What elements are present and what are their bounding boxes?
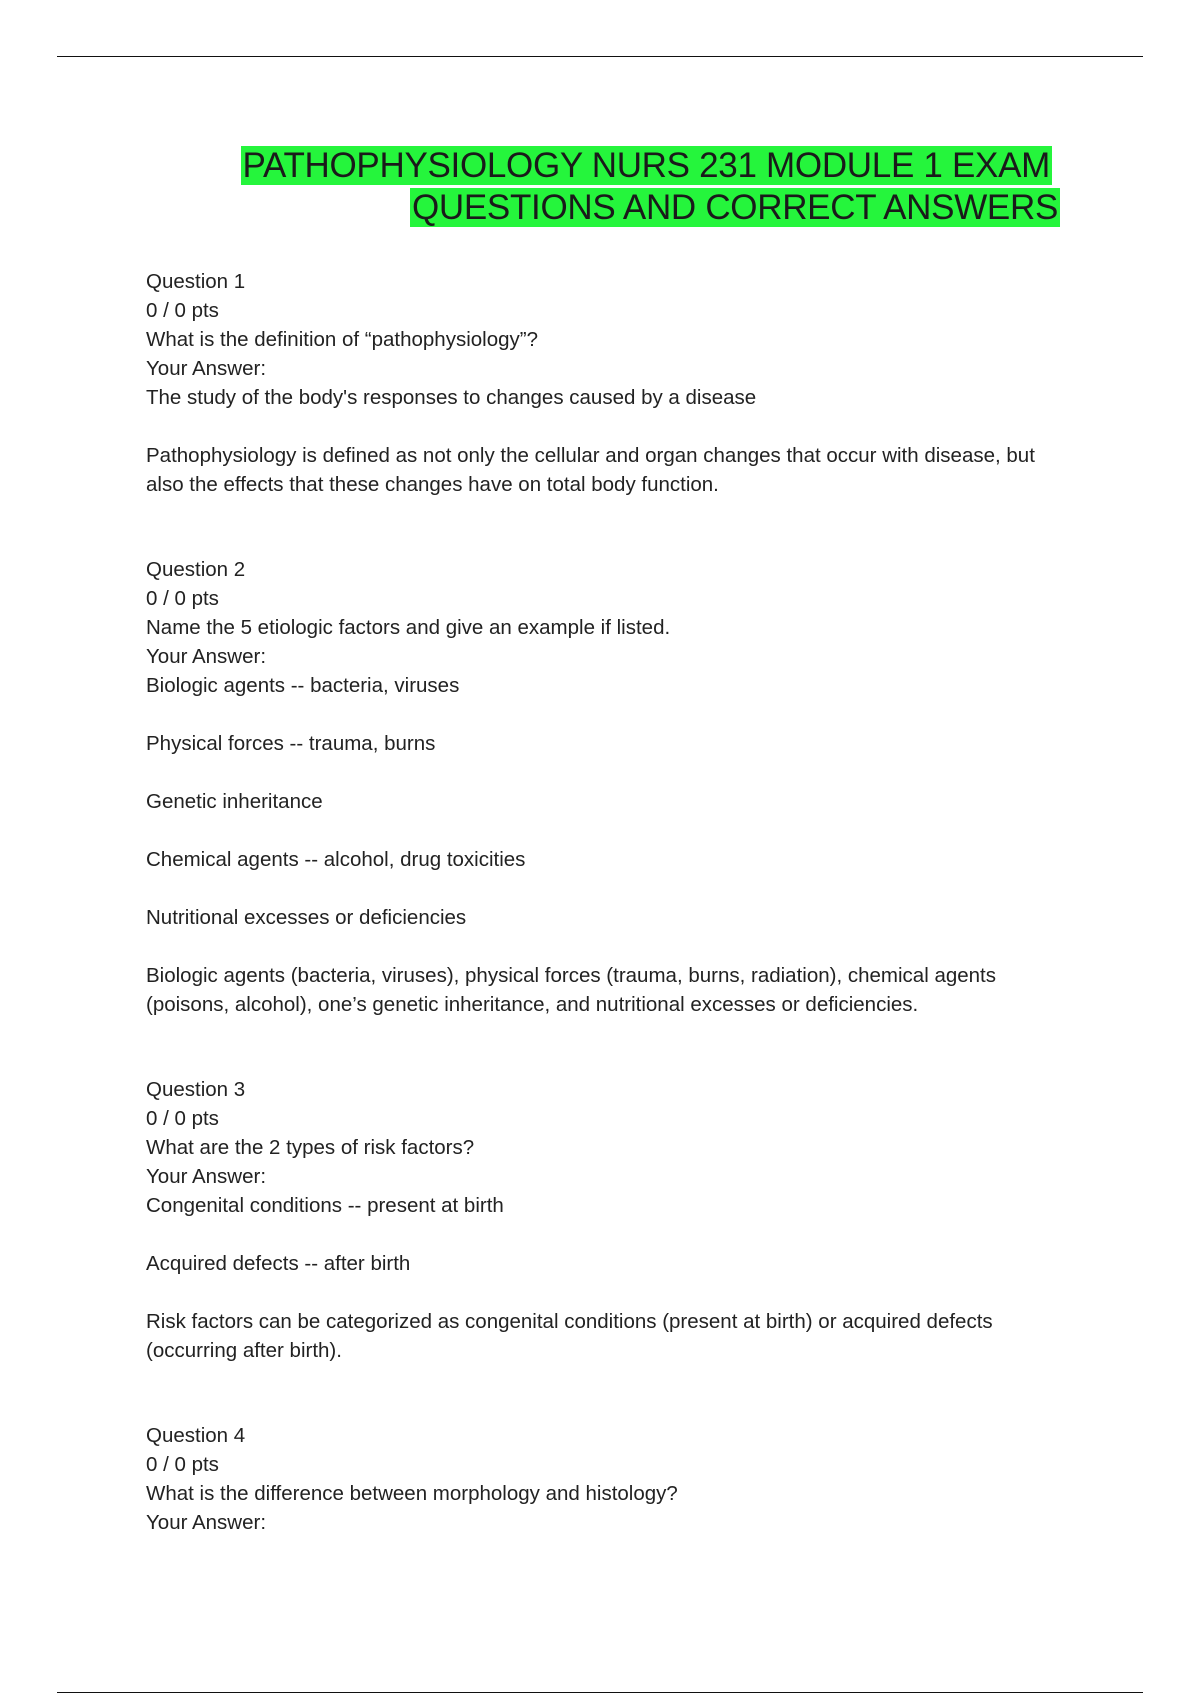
explanation: Risk factors can be categorized as congenital conditions (present at birth) or acquired defects (occurring after birth). bbox=[146, 1310, 993, 1362]
title-line-1: PATHOPHYSIOLOGY NURS 231 MODULE 1 EXAM bbox=[242, 146, 1050, 185]
your-answer-label: Your Answer: bbox=[146, 1511, 267, 1534]
answer-line: Biologic agents -- bacteria, viruses bbox=[146, 674, 460, 697]
question-label: Question 3 bbox=[146, 1078, 246, 1101]
question-label: Question 1 bbox=[146, 270, 246, 293]
question-3 bbox=[146, 1075, 1066, 1365]
question-points: 0 / 0 pts bbox=[146, 1107, 219, 1130]
your-answer-label: Your Answer: bbox=[146, 645, 267, 668]
explanation: Pathophysiology is defined as not only the cellular and organ changes that occur with disease, but also the effects that these changes have on total body function. bbox=[146, 444, 1035, 496]
document-body bbox=[146, 267, 1066, 1537]
document-title bbox=[196, 145, 1060, 229]
your-answer-label: Your Answer: bbox=[146, 357, 267, 380]
title-line-2: QUESTIONS AND CORRECT ANSWERS bbox=[411, 188, 1058, 227]
answer-line: Genetic inheritance bbox=[146, 790, 323, 813]
question-4 bbox=[146, 1421, 1066, 1537]
answer-line: Chemical agents -- alcohol, drug toxicities bbox=[146, 848, 526, 871]
question-2 bbox=[146, 555, 1066, 1019]
question-prompt: What is the difference between morphology and histology? bbox=[146, 1482, 678, 1505]
answer-line: Acquired defects -- after birth bbox=[146, 1252, 411, 1275]
question-points: 0 / 0 pts bbox=[146, 587, 219, 610]
question-points: 0 / 0 pts bbox=[146, 299, 219, 322]
your-answer-label: Your Answer: bbox=[146, 1165, 267, 1188]
answer-line: The study of the body's responses to changes caused by a disease bbox=[146, 386, 757, 409]
answer-line: Physical forces -- trauma, burns bbox=[146, 732, 436, 755]
question-label: Question 4 bbox=[146, 1424, 246, 1447]
top-rule bbox=[57, 56, 1143, 57]
question-prompt: Name the 5 etiologic factors and give an example if listed. bbox=[146, 616, 671, 639]
bottom-rule bbox=[57, 1692, 1143, 1693]
question-1 bbox=[146, 267, 1066, 499]
question-prompt: What are the 2 types of risk factors? bbox=[146, 1136, 475, 1159]
question-label: Question 2 bbox=[146, 558, 246, 581]
question-points: 0 / 0 pts bbox=[146, 1453, 219, 1476]
explanation: Biologic agents (bacteria, viruses), physical forces (trauma, burns, radiation), chemical agents (poisons, alcohol), one’s genetic inheritance, and nutritional excesses or deficiencies. bbox=[146, 964, 996, 1016]
answer-line: Congenital conditions -- present at birth bbox=[146, 1194, 504, 1217]
answer-line: Nutritional excesses or deficiencies bbox=[146, 906, 467, 929]
question-prompt: What is the definition of “pathophysiology”? bbox=[146, 328, 539, 351]
